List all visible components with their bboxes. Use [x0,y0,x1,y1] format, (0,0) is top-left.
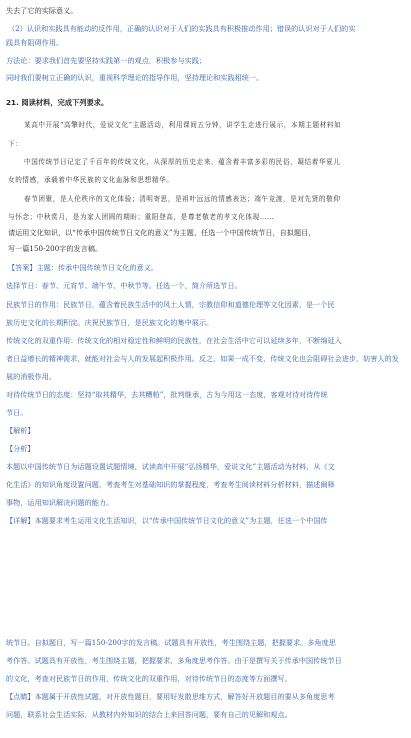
answer-line: 选择节日：春节、元宵节、端午节、中秋节等。任选一个，简介所选节日。 [6,281,242,290]
material-line: 中国传统节日记定了千百年的传统文化，从深厚的历史走来，蕴含着丰富多彩的民俗，凝结着华夏儿 [24,158,341,166]
detail-text: 本题要求考生运用文化生活知识，以“传承中国传统节日文化的意义”为主题，任选一个中国传 [34,516,328,525]
analysis-line: 化生活》的知识角度设置问题，考查考生对基础知识的掌握程度，考查考生阅读材料分析材料，描述阐释 [6,480,335,489]
answer-title-line [8,263,411,273]
bottom-line: 考作答。试题具有开放性，考生围绕主题，把握要求，多角度思考作答。由于是撰写关于传承中国传统节日 [6,656,342,665]
text-line: 失去了它的实际意义。 [6,6,78,15]
text-line: 同时我们要树立正确的认识，重视科学理论的指导作用，坚持理论和实践相统一。 [6,73,264,82]
analysis-line: 本题以中国传统节日为话题设置试题情境，试读高中开展“弘扬精华，爱说文化”主题活动为材料，从《文 [6,462,335,471]
material-line: 某高中开展“高擎时代，爱说文化”主题活动，利用课间五分钟，讲学生走进行展示，本期主题材料如 [24,121,342,129]
answer-label: 【答案】 [8,263,37,272]
material-line: 春节团聚，是人伦秩序的文化体验；清明寄思，是祖叶远远的情感表达；端午竞渡，是对先贤的敬仰 [24,195,341,203]
answer-line: 展的消极作用。 [6,372,57,381]
answer-line: 节日。 [6,408,28,417]
analysis-label: 【解析】 [6,426,35,435]
text-line: （2）认识和实践具有能动的反作用，正确的认识对于人们的实践具有积极推动作用；错误的认识对于人们的实 [8,24,356,33]
analysis-sub-label: 【分析】 [6,444,35,453]
bottom-line: 统节日。自拟题目，写一篇150-200字的发言稿。试题具有开放性，考生围绕主题，把握要求。多角度思 [6,638,336,647]
bottom-line: 问题，联系社会生活实际，从教材内外知识的结合上来回答问题，要有自己的见解和观点。 [6,710,292,719]
bottom-line: 的文化，考查对民族节日的作用，传统文化的双重作用，对待传统节日的态度等方面撰写。 [6,674,292,683]
answer-line: 族历史文化的长期积淀。庆祝民族节日，是民族文化的集中展示。 [6,318,214,327]
analysis-line: 事物，运用知识解决问题的能力。 [6,498,114,507]
detail-label: 【详解】 [6,516,35,525]
method-line [6,56,411,66]
method-text: 要求我们首先要坚持实践第一的观点，积极参与实践； [34,56,207,65]
answer-line: 传统文化的双重作用：传统文化的相对稳定性和鲜明的民族性，在社会生活中它可以延续多年，不断绵延入 [6,336,342,345]
task-line: 请运用文化知识，以“传承中国传统节日文化的意义”为主题，任选一个中国传统节日，自拟题目， [8,228,316,237]
bottom-line: 【点睛】本题属于开放性试题，对开放性题目，要用好发散思维方式，解答好开放题目的要从多角度思考 [6,692,335,701]
answer-title: 主题：传承中国传统节日文化的意义。 [36,263,159,272]
answer-line: 对待传统节日的态度：坚持“取其精华，去其糟粕”，批判继承，古为今用这一态度，客观对待对待传统 [6,390,328,399]
material-line: 女的情感，承载着中华民族的文化血脉和思想精华。 [8,176,174,184]
text-line: 践具有阻碍作用。 [6,38,64,47]
material-line: 下： [8,140,23,148]
detail-line [6,516,411,526]
material-line: 与怀念；中秋赏月，是为家人团圆的期盼；重阳登高，是尊老敬老的孝文化体现…… [8,213,275,221]
answer-line: 民族节日的作用：民族节日，蕴含着民族生活中的风土人情，宗教信仰和道德伦理等文化因素，是一个民 [6,300,335,309]
task-line: 写一篇150-200字的发言稿。 [8,244,103,253]
question-title: 21. 阅读材料，完成下列要求。 [6,98,109,107]
method-label: 方法论： [6,56,35,65]
answer-line: 者日益增长的精神需求，就能对社会与人的发展起积极作用。反之，如果一成不变，传统文化也会阻碍社会进步，妨害人的发 [6,354,399,363]
